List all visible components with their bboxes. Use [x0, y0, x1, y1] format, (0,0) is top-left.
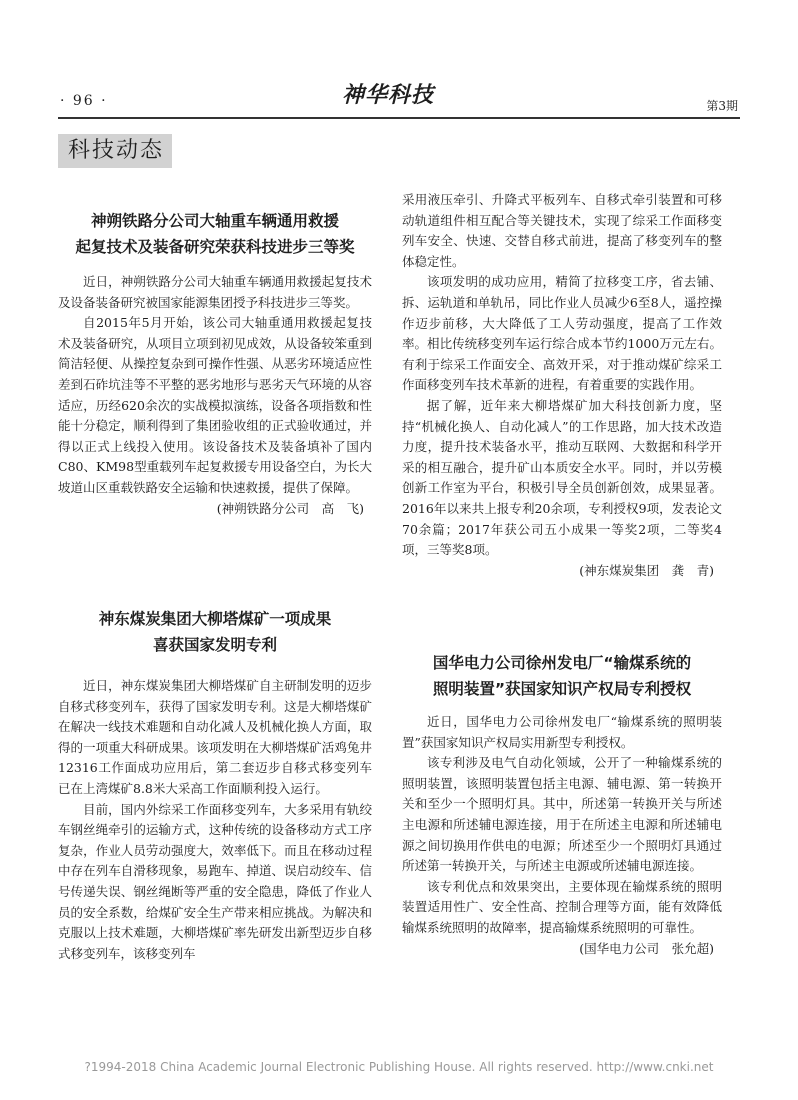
- article-2-paragraph-4: 据了解，近年来大柳塔煤矿加大科技创新力度，坚持“机械化换人、自动化减人”的工作思路，加大技术改造力度，提升技术装备水平，推动互联网、大数据和科学开采的相互融合，提升矿山本质安全水平。同时，并以劳模创新工作室为平台，积极引导全员创新创效，成果显著。2016年以来共上报专利20余项，专利授权9项，发表论文70余篇；2017年获公司五小成果一等奖2项，二等奖4项，三等奖8项。: [402, 397, 722, 558]
- article-2-title: [58, 606, 372, 658]
- article-1-title-line-1: 神朔铁路分公司大轴重车辆通用救援: [90, 212, 339, 230]
- issue-label: 第3期: [706, 99, 738, 113]
- article-3-title-line-2: 照明装置”获国家知识产权局专利授权: [432, 680, 692, 698]
- article-2-title-line-1: 神东煤炭集团大柳塔煤矿一项成果: [98, 610, 332, 628]
- page-number: · 96 ·: [60, 93, 108, 109]
- article-2-paragraph-2-part-2: 采用液压牵引、升降式平板列车、自移式牵引装置和可移动轨道组件相互配合等关键技术，实现了综采工作面移变列车安全、快速、交替自移式前进，提高了移变列车的整体稳定性。: [402, 192, 722, 269]
- article-2-byline: (神东煤炭集团 龚 青): [579, 562, 714, 578]
- article-3-paragraph-3: 该专利优点和效果突出，主要体现在输煤系统的照明装置适用性广、安全性高、控制合理等方面，能有效降低输煤系统照明的故障率，提高输煤系统照明的可靠性。: [402, 878, 722, 935]
- article-2-paragraph-3: 该项发明的成功应用，精简了拉移变工序，省去铺、拆、运轨道和单轨吊，同比作业人员减少6至8人，遥控操作迈步前移，大大降低了工人劳动强度，提高了工作效率。相比传统移变列车运行综合成本节约1000万元左右。有利于综采工作面安全、高效开采，对于推动煤矿综采工作面移变列车技术革新的进程，有着重要的实践作用。: [402, 274, 722, 393]
- copyright-footer: ?1994-2018 China Academic Journal Electronic Publishing House. All rights reserved. http://www.cnki.net: [84, 1060, 714, 1074]
- article-2: [58, 606, 372, 964]
- article-3-title-line-1: 国华电力公司徐州发电厂“输煤系统的: [432, 654, 692, 672]
- article-1-paragraph-1: 近日，神朔铁路分公司大轴重车辆通用救援起复技术及设备装备研究被国家能源集团授予科技进步三等奖。: [58, 274, 372, 310]
- article-3-byline: (国华电力公司 张允超): [579, 940, 714, 956]
- article-3-paragraph-2: 该专利涉及电气自动化领域，公开了一种输煤系统的照明装置，该照明装置包括主电源、辅电源、第一转换开关和至少一个照明灯具。其中，所述第一转换开关与所述主电源和所述辅电源连接，用于在所述主电源和所述辅电源之间切换用作供电的电源；所述至少一个照明灯具通过所述第一转换开关，与所述主电源或所述辅电源连接。: [402, 755, 722, 874]
- article-2-paragraph-1: 近日，神东煤炭集团大柳塔煤矿自主研制发明的迈步自移式移变列车，获得了国家发明专利。这是大柳塔煤矿在解决一线技术难题和自动化减人及机械化换人方面，取得的一项重大科研成果。该项发明在大柳塔煤矿活鸡兔井12316工作面成功应用后，第二套迈步自移式移变列车已在上湾煤矿8.8米大采高工作面顺利投入运行。: [58, 678, 372, 796]
- article-2-paragraph-2-part-1: 目前，国内外综采工作面移变列车，大多采用有轨绞车钢丝绳牵引的运输方式，这种传统的设备移动方式工序复杂，作业人员劳动强度大，效率低下。而且在移动过程中存在列车自滑移现象，易跑车、掉道、误启动绞车、信号传递失误、钢丝绳断等严重的安全隐患，降低了作业人员的安全系数，给煤矿安全生产带来相应挑战。为解决和克服以上技术难题，大柳塔煤矿率先研发出新型迈步自移式移变列车，该移变列车: [58, 801, 372, 961]
- article-2-title-line-2: 喜获国家发明专利: [152, 636, 277, 654]
- article-1-paragraph-2: 自2015年5月开始，该公司大轴重通用救援起复技术及装备研究，从项目立项到初见成效，从设备较笨重到简洁轻便、从操控复杂到可操作性强、从恶劣环境适应性差到石砟坑洼等不平整的恶劣地形与恶劣天气环境的从容适应，历经620余次的实战模拟演练，设备各项指数和性能十分稳定，顺利得到了集团验收组的正式验收通过，并得以正式上线投入使用。该设备技术及装备填补了国内C80、KM98型重载列车起复救援专用设备空白，为长大坡道山区重载铁路安全运输和快速救援，提供了保障。: [58, 315, 372, 495]
- journal-title: 神华科技: [342, 82, 435, 108]
- article-1-byline: (神朔铁路分公司 高 飞): [216, 500, 364, 516]
- section-tag: 科技动态: [58, 134, 172, 168]
- article-1-title-line-2: 起复技术及装备研究荣获科技进步三等奖: [75, 238, 355, 256]
- article-3: [402, 650, 722, 959]
- header-rule: [58, 117, 740, 119]
- article-3-title: [402, 650, 722, 702]
- article-1: [58, 208, 372, 519]
- article-3-paragraph-1: 近日，国华电力公司徐州发电厂“输煤系统的照明装置”获国家知识产权局实用新型专利授权。: [402, 714, 722, 750]
- article-2-continued: [402, 190, 722, 581]
- article-1-title: [58, 208, 372, 260]
